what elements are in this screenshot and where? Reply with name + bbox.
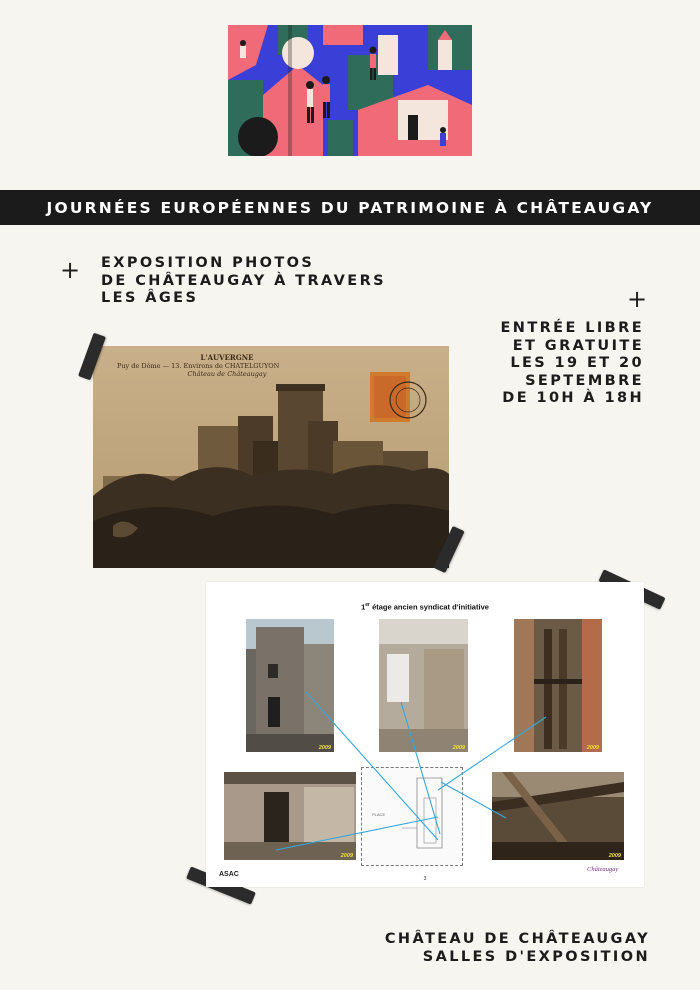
postage-stamp — [368, 370, 428, 428]
building-photo — [246, 619, 334, 752]
entry-info — [424, 320, 644, 408]
photo-year: 2009 — [452, 745, 465, 751]
photo-year: 2009 — [340, 853, 353, 859]
exposition-heading — [101, 255, 421, 308]
postcard-location: Puy de Dôme — 13. Environs de CHATELGUYON — [117, 362, 280, 370]
venue-line: SALLES D'EXPOSITION — [422, 948, 650, 965]
asac-logo: ASAC — [219, 871, 239, 878]
venue-line: CHÂTEAU DE CHÂTEAUGAY — [384, 931, 650, 947]
entry-line: LES 19 ET 20 — [510, 355, 644, 371]
interior-photo — [514, 619, 602, 752]
postcard-subtitle: Château de Châteaugay — [187, 370, 267, 378]
plus-icon: + — [627, 285, 648, 313]
photo-year: 2009 — [318, 745, 331, 751]
postcard-caption — [117, 354, 337, 378]
doorway-photo — [224, 772, 356, 860]
postcard-region: L'AUVERGNE — [200, 353, 254, 362]
vintage-postcard — [93, 346, 449, 568]
plan-label: PLACE — [372, 812, 386, 817]
floor-plan — [361, 767, 463, 866]
event-banner — [0, 190, 700, 225]
document-slide — [206, 582, 644, 887]
festival-illustration — [228, 25, 472, 156]
venue-info — [330, 931, 650, 966]
exposition-line: EXPOSITION PHOTOS — [101, 255, 315, 271]
entry-line: ET GRATUITE — [512, 337, 644, 354]
exposition-line: LES ÂGES — [101, 290, 199, 306]
room-photo — [379, 619, 468, 752]
event-title: JOURNÉES EUROPÉENNES DU PATRIMOINE À CHÂTEAUGAY — [46, 198, 654, 217]
entry-line: ENTRÉE LIBRE — [500, 320, 644, 336]
photo-year: 2009 — [608, 853, 621, 859]
entry-line: SEPTEMBRE — [525, 372, 644, 389]
entry-line: DE 10H À 18H — [502, 390, 644, 406]
chateaugay-logo: Châteaugay — [587, 866, 619, 873]
photo-year: 2009 — [586, 745, 599, 751]
exposition-line: DE CHÂTEAUGAY À TRAVERS — [101, 272, 386, 289]
slide-page-number: 3 — [423, 876, 427, 882]
attic-photo — [492, 772, 624, 860]
plus-icon: + — [60, 256, 81, 284]
slide-title: 1er étage ancien syndicat d'initiative — [361, 602, 489, 612]
